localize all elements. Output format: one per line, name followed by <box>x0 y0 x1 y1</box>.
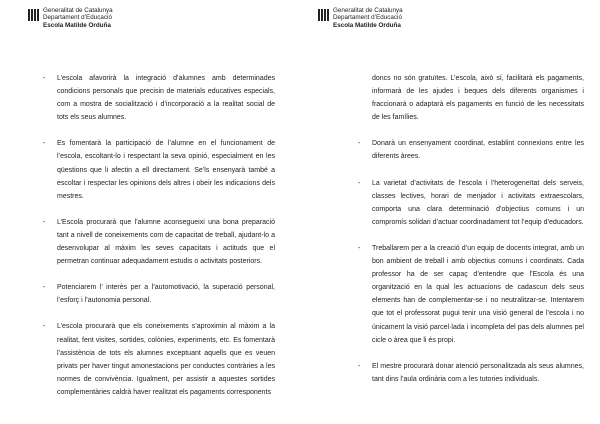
list-item <box>358 242 584 347</box>
bullet-dash: - <box>43 140 46 148</box>
bullet-dash: - <box>43 323 46 331</box>
list-item-text: Treballarem per a la creació d’un equip de docents integrat, amb un bon ambient de treball i amb objectius comuns i coordinats. Cada professor ha de ser capaç d’entendre que l’Escola és una organització en la qual les actuacions de cadascun dels seus elements han de complementar-se i no neutralitzar-se. Intentarem que tot el professorat pugui tenir una visió general de l’escola i no únicament la visió parcel·lada i incompleta del pas dels alumnes pel cicle o àrea que li és propi. <box>372 244 584 344</box>
list-item <box>358 137 584 163</box>
list-item <box>43 216 275 268</box>
bullet-dash: - <box>43 218 46 226</box>
continued-paragraph <box>358 72 584 124</box>
header-school: Escola Matilde Orduña <box>333 21 401 29</box>
bullet-dash: - <box>358 362 361 370</box>
list-item <box>358 177 584 229</box>
page-header <box>333 7 403 29</box>
list-item-text: El mestre procurarà donar atenció personalitzada als seus alumnes, tant dins l’aula ordinària com a les tutories individuals. <box>372 362 584 383</box>
left-column <box>43 72 275 412</box>
bullet-dash: - <box>358 244 361 252</box>
list-item-text: L’Escola procurarà que l’alumne aconsegueixi una bona preparació tant a nivell de coneixements com de capacitat de treball, ajudant-lo a desenvolupar al màxim les seves capacitats i actituds que el permetran continuar adequadament estudis o activitats posteriors. <box>57 218 275 266</box>
bullet-dash: - <box>358 140 361 148</box>
generalitat-logo <box>318 8 330 22</box>
bullet-dash: - <box>43 75 46 82</box>
page-right <box>300 0 600 424</box>
list-item-text: Donarà un ensenyament coordinat, establint connexions entre les diferents àrees. <box>372 140 584 161</box>
list-item-text: L’escola procurarà que els coneixements s’aproximin al màxim a la realitat, fent visites, sortides, colònies, experiments, etc. Es fomentarà l’assistència de tots els alumnes exceptuant aquells que es veuen privats per haver tingut amonestacions per conductes contràries a les normes de convivència. Igualment, per assistir a aquestes sortides complementàries caldrà haver realitzat els pagaments corresponents <box>57 323 275 396</box>
continued-text: doncs no són gratuïtes. L’escola, això sí, facilitarà els pagaments, informarà de les ajudes i beques dels diferents organismes i fraccionarà o adaptarà els pagaments en funció de les necessitats de les famílies. <box>372 75 584 122</box>
list-item <box>43 137 275 202</box>
bullet-dash: - <box>358 179 361 187</box>
generalitat-logo <box>28 8 40 22</box>
list-item-text: Potenciarem l’ interès per a l’automotivació, la superació personal, l’esforç i l’autonomia personal. <box>57 284 275 305</box>
header-line-1: Generalitat de Catalunya <box>333 7 403 14</box>
list-item <box>43 72 275 124</box>
list-item <box>43 281 275 307</box>
page-header <box>43 7 113 29</box>
list-item <box>43 320 275 399</box>
header-school: Escola Matilde Orduña <box>43 21 111 29</box>
list-item-text: Es fomentarà la participació de l’alumne en el funcionament de l’escola, escoltant-lo i respectant la seva opinió, especialment en les qüestions que li afectin a ell directament. Se’ls ensenyarà també a escoltar i respectar les opinions dels altres i obeir les indicacions dels mestres. <box>57 140 275 200</box>
list-item-text: L’escola afavorirà la integració d’alumnes amb determinades condicions personals que precisin de materials educatives especials, com a mostra de socialització i d’incorporació a la realitat social de tots els seus alumnes. <box>57 75 275 122</box>
list-item <box>358 360 584 386</box>
bullet-dash: - <box>43 284 46 292</box>
right-column <box>358 72 584 399</box>
list-item-text: La varietat d’activitats de l’escola i l’heterogeneïtat dels serveis, classes lectives, horari de menjador i activitats extraescolars, comporta una clara determinació d’objectius comuns i un compromís solidari d’actuar coordinadament tot l’equip d’educadors. <box>372 179 584 226</box>
header-line-2: Departament d’Educació <box>333 14 402 22</box>
header-line-1: Generalitat de Catalunya <box>43 7 113 14</box>
header-line-2: Departament d’Educació <box>43 14 112 22</box>
